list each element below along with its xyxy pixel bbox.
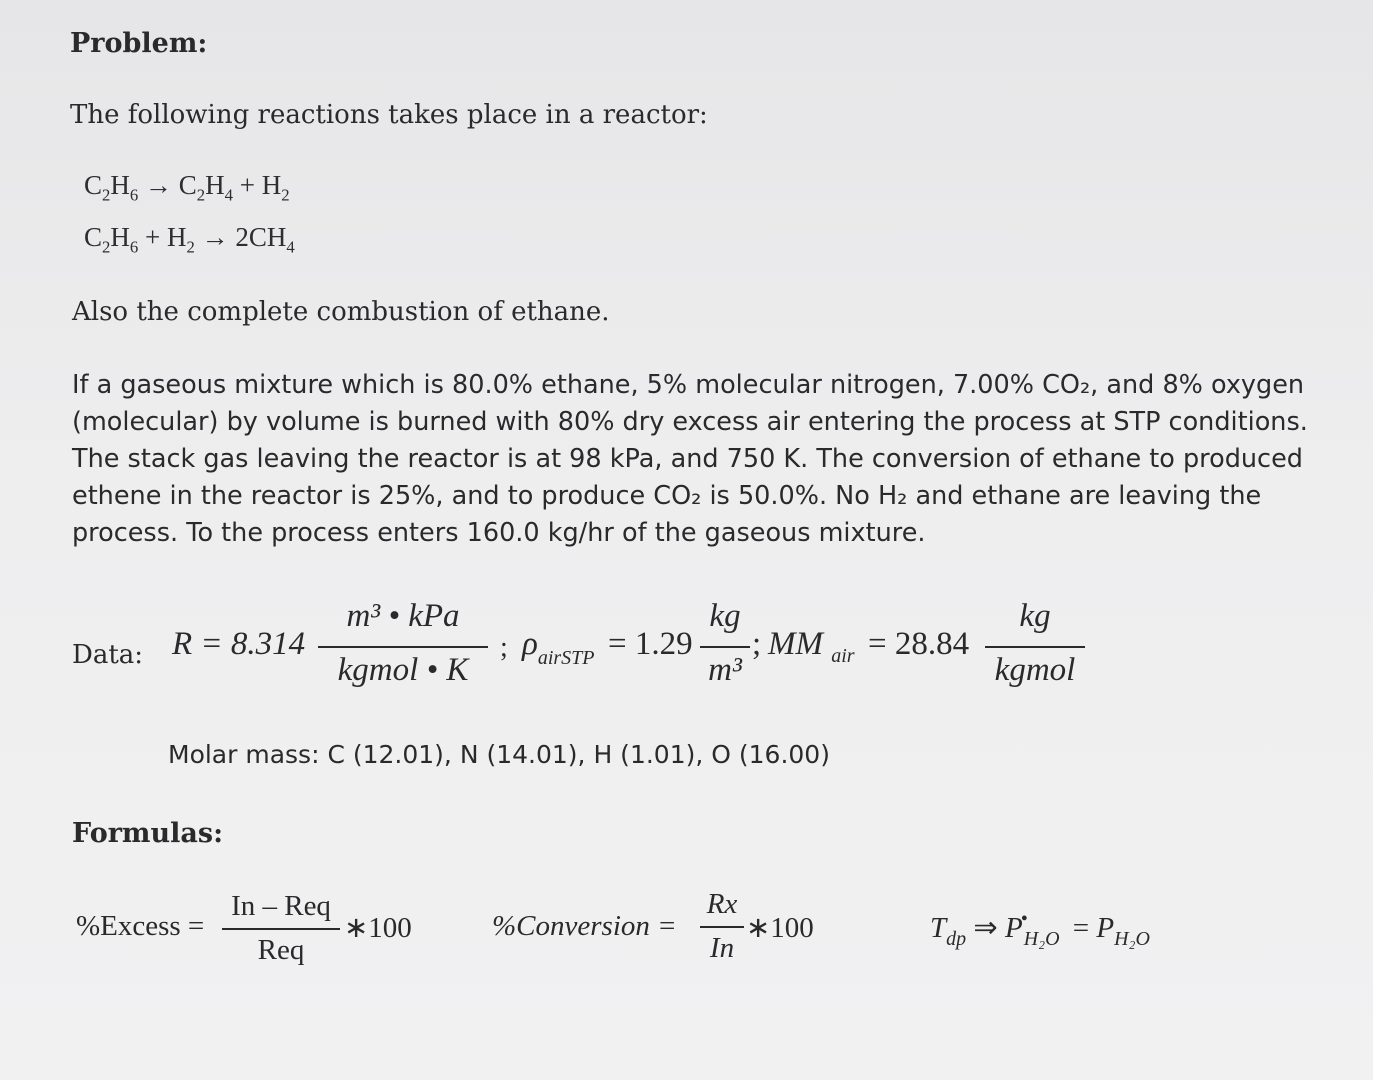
air-density-denominator: m³	[708, 652, 742, 688]
fraction-line	[700, 926, 744, 928]
excess-denominator: Req	[257, 934, 305, 966]
dew-point-formula: $T_{dp}$ ⇒ $P^•_{H_2O} = P_{H_2O}$	[930, 908, 1150, 950]
excess-formula-label: %Excess =	[76, 910, 205, 942]
reaction-2: $C_2H_6 + H_2 \to 2CH_4$	[84, 222, 295, 257]
fraction-line	[318, 646, 488, 648]
conversion-formula-label: %Conversion =	[492, 910, 677, 942]
combustion-note: Also the complete combustion of ethane.	[72, 297, 610, 327]
air-molar-mass-numerator: kg	[1019, 598, 1051, 634]
air-density-symbol: $\rho_{airSTP}$	[522, 626, 595, 669]
data-label: Data:	[72, 640, 144, 670]
reaction-1: $C_2H_6 \to C_2H_4 + H_2$	[84, 170, 290, 205]
conversion-multiplier: ∗100	[746, 912, 814, 944]
excess-numerator: In – Req	[231, 890, 331, 922]
separator: ;	[752, 626, 762, 662]
intro-text: The following reactions takes place in a reactor:	[70, 100, 708, 130]
conversion-numerator: Rx	[706, 888, 738, 920]
reaction-arrow-icon: →	[145, 170, 179, 200]
formulas-heading: Formulas:	[72, 818, 224, 849]
gas-constant-label: R = 8.314	[172, 626, 306, 662]
problem-paragraph: If a gaseous mixture which is 80.0% ethane, 5% molecular nitrogen, 7.00% CO₂, and 8% oxygen (molecular) by volume is burned with 80% dry excess air entering the process at STP conditions. The stack gas leaving the reactor is at 98 kPa, and 750 K. The conversion of ethane to produced ethene in the reactor is 25%, and to produce CO₂ is 50.0%. No H₂ and ethane are leaving the process. To the process enters 160.0 kg/hr of the gaseous mixture.	[72, 370, 1308, 548]
air-density-numerator: kg	[709, 598, 741, 634]
air-density-value: = 1.29	[608, 626, 693, 662]
implies-arrow-icon: ⇒	[973, 912, 998, 944]
gas-constant-denominator: kgmol • K	[337, 652, 469, 688]
excess-multiplier: ∗100	[344, 912, 412, 944]
conversion-denominator: In	[709, 932, 735, 964]
separator: ;	[500, 632, 508, 663]
air-molar-mass-symbol: MM $_{air}$	[768, 626, 855, 667]
problem-heading: Problem:	[70, 28, 208, 59]
fraction-line	[985, 646, 1085, 648]
molar-mass-line: Molar mass: C (12.01), N (14.01), H (1.01), O (16.00)	[168, 740, 830, 769]
gas-constant-numerator: m³ • kPa	[346, 598, 460, 634]
fraction-line	[222, 928, 340, 930]
reaction-arrow-icon: →	[201, 222, 236, 252]
air-molar-mass-value: = 28.84	[868, 626, 970, 662]
air-molar-mass-denominator: kgmol	[994, 652, 1076, 688]
fraction-line	[700, 646, 750, 648]
